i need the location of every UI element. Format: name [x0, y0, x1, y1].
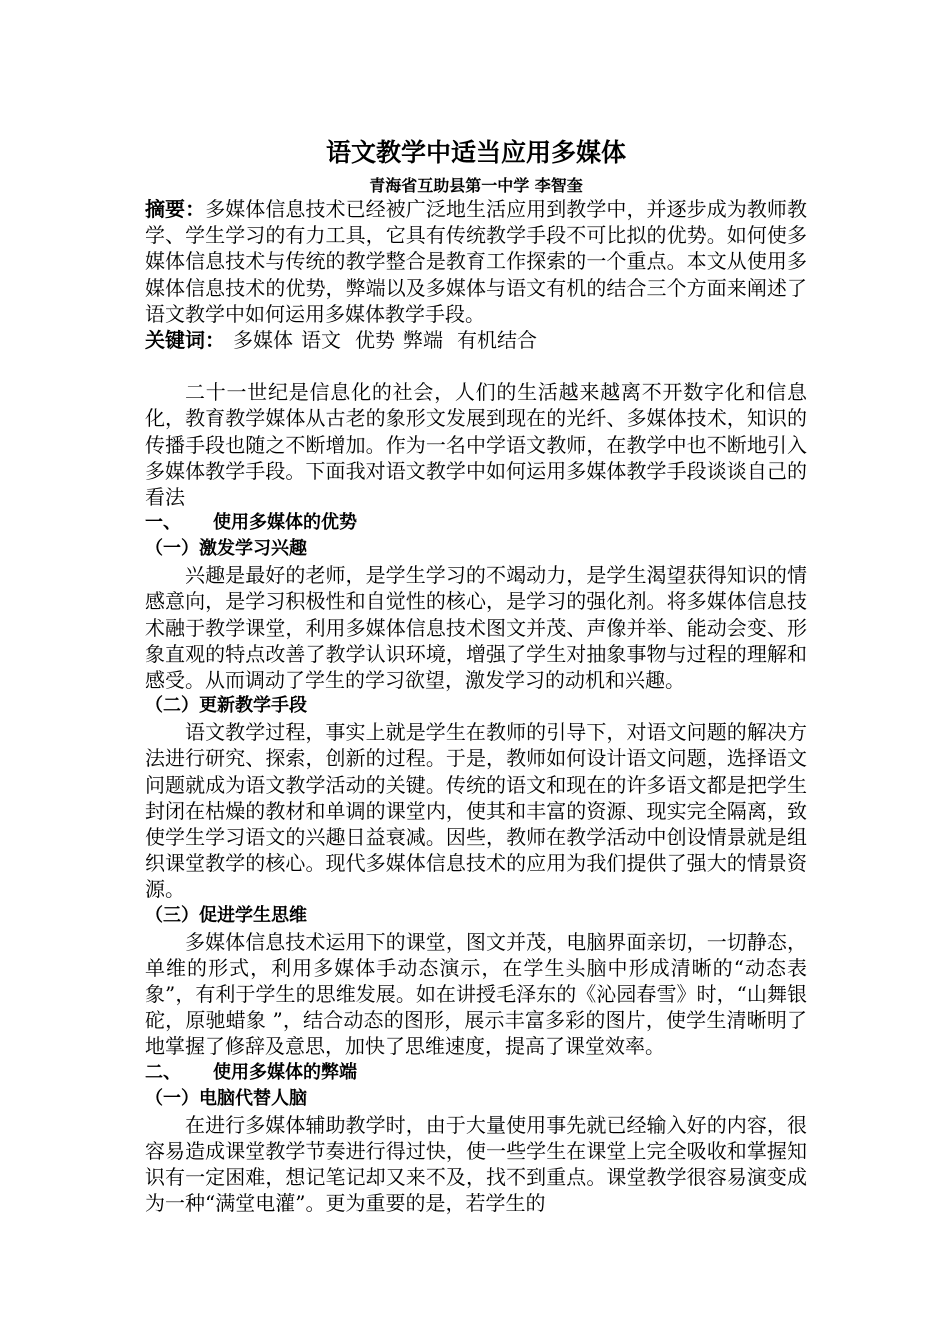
keywords — [145, 327, 807, 353]
body-paragraph: 在进行多媒体辅助教学时，由于大量使用事先就已经输入好的内容，很容易造成课堂教学节奏进行得过快，使一些学生在课堂上完全吸收和掌握知识有一定困难，想记笔记却又来不及，找不到重点。课堂教学很容易演变成为一种“满堂电灌”。更为重要的是，若学生的 — [145, 1112, 807, 1216]
keyword: 优势 — [355, 328, 395, 353]
subsection-heading: （二）更新教学手段 — [145, 695, 307, 717]
section-number: 二、 — [145, 1061, 181, 1083]
subsection-heading: （一）激发学习兴趣 — [145, 538, 307, 560]
keyword: 多媒体 — [233, 328, 293, 353]
body-paragraph: 多媒体信息技术运用下的课堂，图文并茂，电脑界面亲切，一切静态，单维的形式，利用多媒体手动态演示，在学生头脑中形成清晰的“动态表象”，有利于学生的思维发展。如在讲授毛泽东的《沁园春雪》时，“山舞银砣，原驰蜡象 ”，结合动态的图形，展示丰富多彩的图片，使学生清晰明了地掌握了修辞及意思，加快了思维速度，提高了课堂效率。 — [145, 929, 807, 1059]
abstract-text: 多媒体信息技术已经被广泛地生活应用到教学中，并逐步成为教师教学、学生学习的有力工具，它具有传统教学手段不可比拟的优势。如何使多媒体信息技术与传统的教学整合是教育工作探索的一个重点。本文从使用多媒体信息技术的优势，弊端以及多媒体与语文有机的结合三个方面来阐述了语文教学中如何运用多媒体教学手段。 — [145, 197, 807, 326]
abstract-label: 摘要： — [145, 197, 206, 221]
body-paragraph: 兴趣是最好的老师，是学生学习的不竭动力，是学生渴望获得知识的情感意向，是学习积极性和自觉性的核心，是学习的强化剂。将多媒体信息技术融于教学课堂，利用多媒体信息技术图文并茂、声像并举、能动会变、形象直观的特点改善了教学认识环境，增强了学生对抽象事物与过程的理解和感受。从而调动了学生的学习欲望，激发学习的动机和兴趣。 — [145, 563, 807, 693]
keyword: 有机结合 — [457, 328, 537, 353]
section-heading — [145, 1060, 807, 1086]
body-paragraph: 语文教学过程，事实上就是学生在教师的引导下，对语文问题的解决方法进行研究、探索，创新的过程。于是，教师如何设计语文问题，选择语文问题就成为语文教学活动的关键。传统的语文和现在的许多语文都是把学生封闭在枯燥的教材和单调的课堂内，使其和丰富的资源、现实完全隔离，致使学生学习语文的兴趣日益衰减。因些，教师在教学活动中创设情景就是组织课堂教学的核心。现代多媒体信息技术的应用为我们提供了强大的情景资源。 — [145, 720, 807, 902]
keyword: 语文 — [301, 328, 341, 353]
section-title: 使用多媒体的优势 — [213, 512, 357, 534]
document-title: 语文教学中适当应用多媒体 — [325, 138, 626, 167]
abstract — [145, 196, 807, 327]
subsection-heading: （三）促进学生思维 — [145, 904, 307, 926]
keywords-label: 关键词： — [145, 328, 225, 353]
blank-line — [145, 353, 807, 379]
section-number: 一、 — [145, 512, 181, 534]
section-heading — [145, 510, 807, 536]
keyword: 弊端 — [403, 328, 443, 353]
document-page — [145, 138, 807, 1217]
subsection-heading: （一）电脑代替人脑 — [145, 1087, 307, 1109]
author-line: 青海省互助县第一中学 李智奎 — [369, 176, 583, 195]
intro-paragraph: 二十一世纪是信息化的社会，人们的生活越来越离不开数字化和信息化，教育教学媒体从古老的象形文发展到现在的光纤、多媒体技术，知识的传播手段也随之不断增加。作为一名中学语文教师，在教学中也不断地引入多媒体教学手段。下面我对语文教学中如何运用多媒体教学手段谈谈自己的看法 — [145, 380, 807, 510]
section-title: 使用多媒体的弊端 — [213, 1061, 357, 1083]
